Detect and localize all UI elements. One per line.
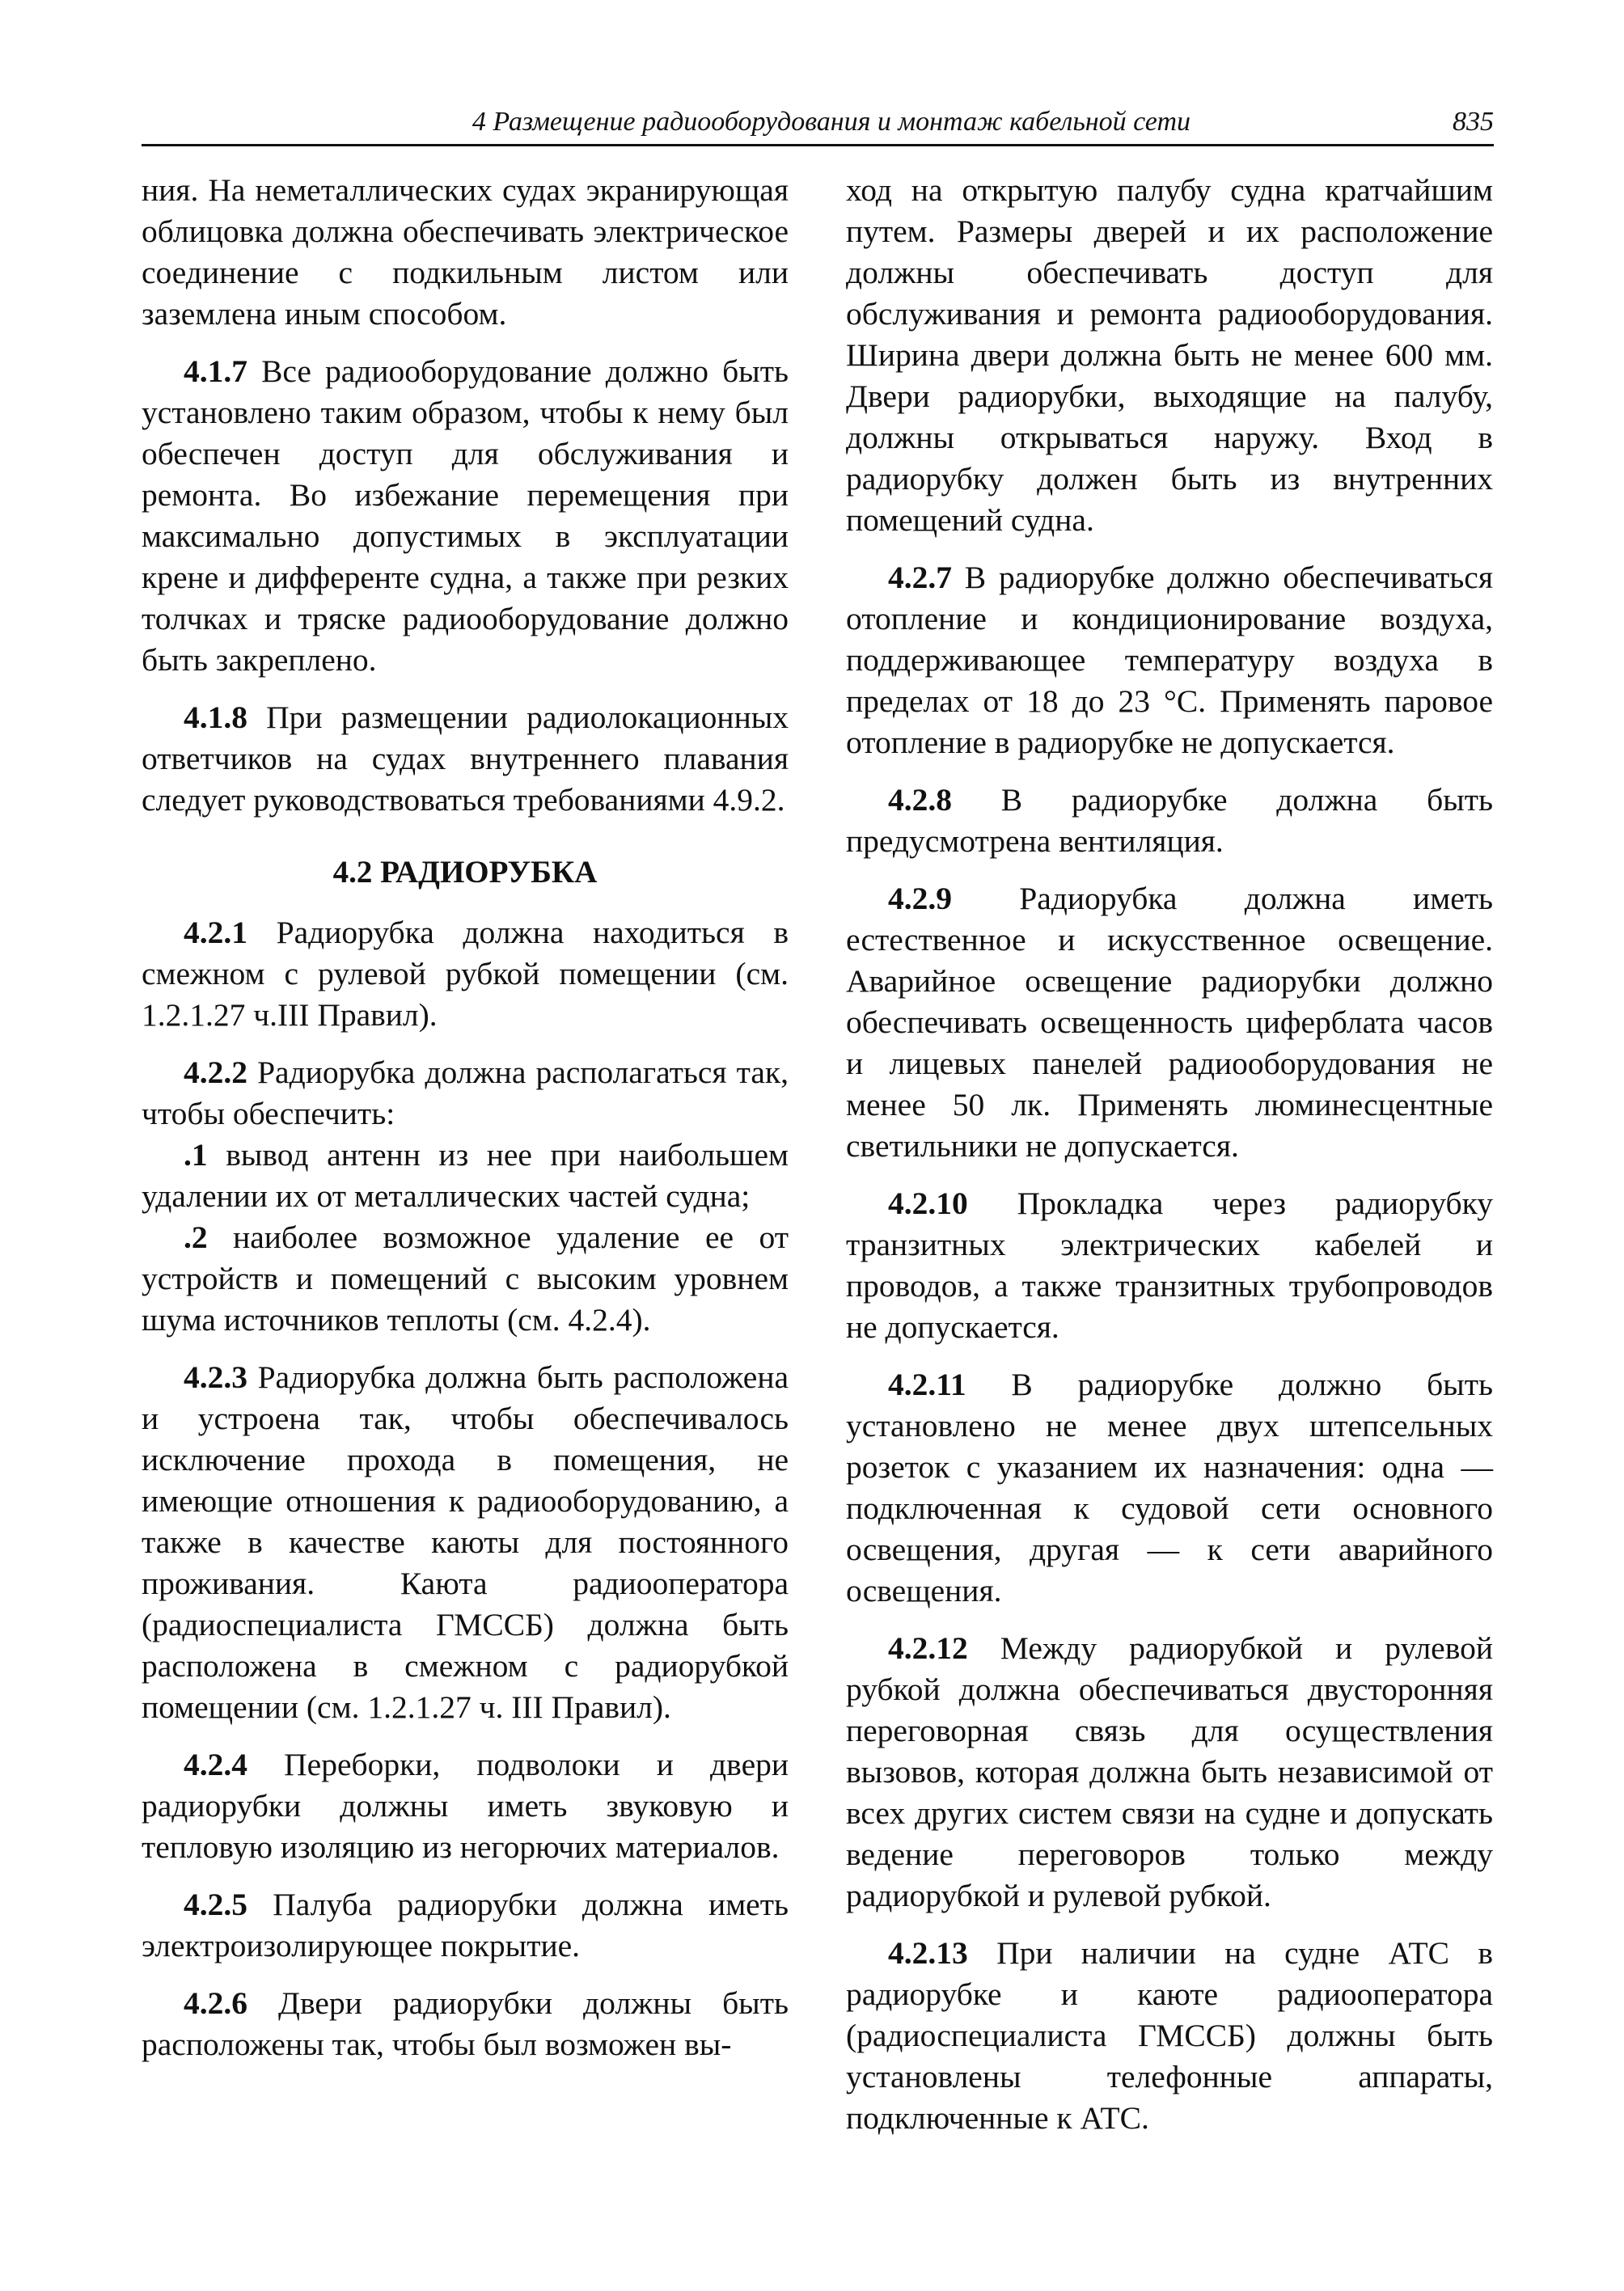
paragraph-4-2-9 xyxy=(846,878,1493,1167)
clause-text: Радиорубка должна быть расположена и устроена так, чтобы обеспечивалось исключение прохода в помещения, не имеющие отношения к радиооборудованию, а также в качестве каюты для постоянного проживания. Каюта радиооператора (радиоспециалиста ГМССБ) должна быть расположена в смежном с радиорубкой помещении (см. 1.2.1.27 ч. III Правил). xyxy=(142,1359,789,1725)
section-heading: 4.2 РАДИОРУБКА xyxy=(332,855,598,890)
clause-number: 4.2.4 xyxy=(184,1747,247,1782)
left-column xyxy=(142,170,789,2082)
clause-text: Все радиооборудование должно быть установлено таким образом, чтобы к нему был обеспечен доступ для обслуживания и ремонта. Во избежание перемещения при максимально допустимых в эксплуатации крене и дифференте судна, а также при резких толчках и тряске радиооборудование должно быть закреплено. xyxy=(142,353,789,678)
clause-number: 4.2.7 xyxy=(888,560,952,595)
clause-number: 4.2.9 xyxy=(888,881,952,916)
clause-text: Прокладка через радиорубку транзитных электрических кабелей и проводов, а также транзитных трубопроводов не допускается. xyxy=(846,1186,1493,1345)
paragraph-4-2-10 xyxy=(846,1183,1493,1348)
clause-text: При размещении радиолокационных ответчиков на судах внутреннего плавания следует руководствоваться требованиями 4.9.2. xyxy=(142,700,789,818)
paragraph-4-1-8 xyxy=(142,697,789,821)
clause-text: При наличии на судне АТС в радиорубке и каюте радиооператора (радиоспециалиста ГМССБ) должны быть установлены телефонные аппараты, подключенные к АТС. xyxy=(846,1935,1493,2136)
paragraph-continuation: ния. На неметаллических судах экранирующая облицовка должна обеспечивать электрическое соединение с подкильным листом или заземлена иным способом. xyxy=(142,172,789,332)
clause-number: 4.2.10 xyxy=(888,1186,968,1221)
clause-number: 4.2.3 xyxy=(184,1359,247,1395)
clause-text: Двери радиорубки должны быть расположены так, чтобы был возможен вы- xyxy=(142,1985,789,2062)
clause-text: Между радиорубкой и рулевой рубкой должна обеспечиваться двусторонняя переговорная связь для осуществления вызовов, которая должна быть независимой от всех других систем связи на судне и допускать ведение переговоров только между радиорубкой и рулевой рубкой. xyxy=(846,1630,1493,1913)
item-text: наиболее возможное удаление ее от устройств и помещений с высоким уровнем шума источников теплоты (см. 4.2.4). xyxy=(142,1219,789,1338)
clause-number: 4.2.5 xyxy=(184,1887,247,1922)
clause-text: В радиорубке должна быть предусмотрена вентиляция. xyxy=(846,782,1493,859)
clause-text: Переборки, подволоки и двери радиорубки должны иметь звуковую и тепловую изоляцию из негорючих материалов. xyxy=(142,1747,789,1865)
clause-number: 4.2.2 xyxy=(184,1055,247,1090)
clause-number: 4.2.12 xyxy=(888,1630,968,1666)
paragraph-4-2-2 xyxy=(142,1052,789,1135)
running-header xyxy=(142,104,1494,146)
paragraph-4-2-3 xyxy=(142,1357,789,1728)
right-column xyxy=(846,170,1493,2155)
clause-text: В радиорубке должно обеспечиваться отопление и кондиционирование воздуха, поддерживающее температуру воздуха в пределах от 18 до 23 °С. Применять паровое отопление в радиорубке не допускается. xyxy=(846,560,1493,760)
item-number: .2 xyxy=(184,1219,208,1255)
paragraph-4-2-13 xyxy=(846,1933,1493,2139)
item-number: .1 xyxy=(184,1137,208,1173)
paragraph-4-2-12 xyxy=(846,1628,1493,1917)
clause-number: 4.2.11 xyxy=(888,1367,966,1402)
clause-number: 4.2.1 xyxy=(184,915,247,950)
clause-text: Радиорубка должна иметь естественное и искусственное освещение. Аварийное освещение радиорубки должно обеспечивать освещенность циферблата часов и лицевых панелей радиооборудования не менее 50 лк. Применять люминесцентные светильники не допускается. xyxy=(846,881,1493,1164)
clause-text: Радиорубка должна находиться в смежном с рулевой рубкой помещении (см. 1.2.1.27 ч.III Правил). xyxy=(142,915,789,1033)
paragraph-4-2-11 xyxy=(846,1364,1493,1612)
paragraph-4-2-6 xyxy=(142,1983,789,2065)
paragraph-4-2-1 xyxy=(142,912,789,1036)
clause-text: Палуба радиорубки должна иметь электроизолирующее покрытие. xyxy=(142,1887,789,1963)
paragraph-4-2-7 xyxy=(846,557,1493,763)
header-title: 4 Размещение радиооборудования и монтаж кабельной сети xyxy=(472,107,1191,137)
paragraph-4-2-5 xyxy=(142,1884,789,1967)
paragraph-continuation: ход на открытую палубу судна кратчайшим путем. Размеры дверей и их расположение должны обеспечивать доступ для обслуживания и ремонта радиооборудования. Ширина двери должна быть не менее 600 мм. Двери радиорубки, выходящие на палубу, должны открываться наружу. Вход в радиорубку должен быть из внутренних помещений судна. xyxy=(846,172,1493,538)
clause-number: 4.1.8 xyxy=(184,700,247,735)
page-number: 835 xyxy=(1453,107,1494,137)
paragraph-4-2-4 xyxy=(142,1744,789,1868)
item-text: вывод антенн из нее при наибольшем удалении их от металлических частей судна; xyxy=(142,1137,789,1214)
clause-number: 4.2.8 xyxy=(888,782,952,818)
paragraph-4-2-8 xyxy=(846,780,1493,862)
clause-number: 4.2.6 xyxy=(184,1985,247,2021)
paragraph-4-1-7 xyxy=(142,351,789,681)
clause-text: Радиорубка должна располагаться так, чтобы обеспечить: xyxy=(142,1055,789,1131)
list-item-2 xyxy=(142,1217,789,1341)
clause-number: 4.1.7 xyxy=(184,353,247,389)
list-item-1 xyxy=(142,1135,789,1217)
clause-text: В радиорубке должно быть установлено не менее двух штепсельных розеток с указанием их назначения: одна — подключенная к судовой сети основного освещения, другая — к сети аварийного освещения. xyxy=(846,1367,1493,1608)
clause-number: 4.2.13 xyxy=(888,1935,968,1971)
